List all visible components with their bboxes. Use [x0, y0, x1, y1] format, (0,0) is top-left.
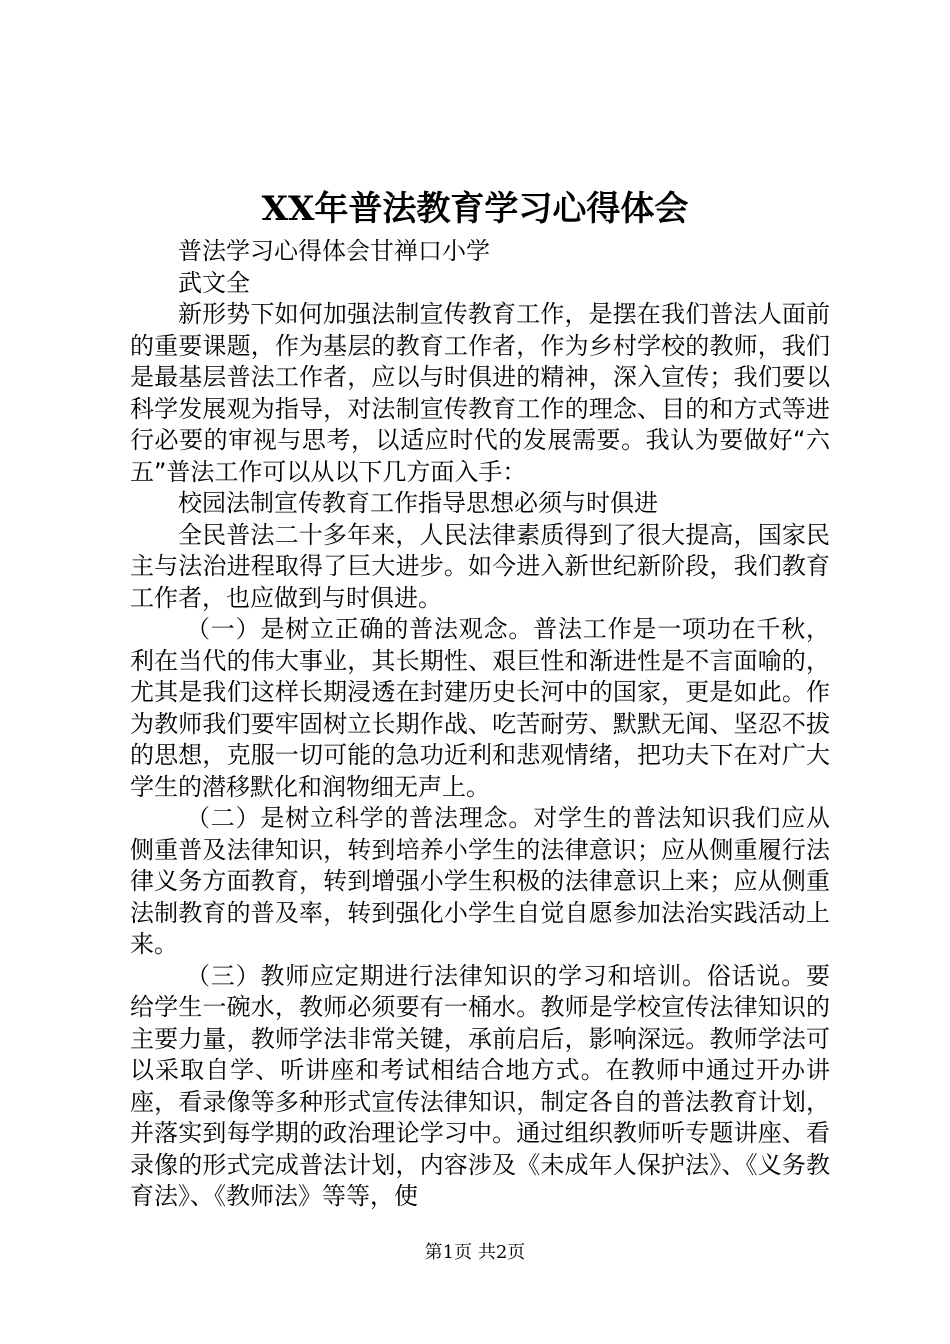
paragraph-point-three: （三）教师应定期进行法律知识的学习和培训。俗话说。要给学生一碗水，教师必须要有一桶水。教师是学校宣传法律知识的主要力量，教师学法非常关键，承前启后，影响深远。教师学法可以采取自学、听讲座和考试相结合地方式。在教师中通过开办讲座，看录像等多种形式宣传法律知识，制定各自的普法教育计划，并落实到每学期的政治理论学习中。通过组织教师听专题讲座、看录像的形式完成普法计划，内容涉及《未成年人保护法》、《义务教育法》、《教师法》等等，使 [130, 961, 830, 1210]
page-number-footer: 第1页 共2页 [424, 1242, 526, 1263]
paragraph-author: 武文全 [178, 268, 250, 297]
paragraph-overview: 全民普法二十多年来，人民法律素质得到了很大提高，国家民主与法治进程取得了巨大进步。如今进入新世纪新阶段，我们教育工作者，也应做到与时俱进。 [130, 520, 830, 612]
paragraph-subtitle: 普法学习心得体会甘禅口小学 [178, 237, 490, 265]
document-title: XX年普法教育学习心得体会 [261, 189, 689, 229]
paragraph-heading: 校园法制宣传教育工作指导思想必须与时俱进 [178, 489, 658, 517]
document-body [130, 236, 830, 1213]
paragraph-point-one: （一）是树立正确的普法观念。普法工作是一项功在千秋，利在当代的伟大事业，其长期性、艰巨性和渐进性是不言面喻的，尤其是我们这样长期浸透在封建历史长河中的国家，更是如此。作为教师我们要牢固树立长期作战、吃苦耐劳、默默无闻、坚忍不拔的思想，克服一切可能的急功近利和悲观情绪，把功夫下在对广大学生的潜移默化和润物细无声上。 [130, 615, 830, 801]
paragraph-point-two: （二）是树立科学的普法理念。对学生的普法知识我们应从侧重普及法律知识，转到培养小学生的法律意识；应从侧重履行法律义务方面教育，转到增强小学生积极的法律意识上来；应从侧重法制教育的普及率，转到强化小学生自觉自愿参加法治实践活动上来。 [130, 804, 830, 958]
paragraph-intro: 新形势下如何加强法制宣传教育工作，是摆在我们普法人面前的重要课题，作为基层的教育工作者，作为乡村学校的教师，我们是最基层普法工作者，应以与时俱进的精神，深入宣传；我们要以科学发展观为指导，对法制宣传教育工作的理念、目的和方式等进行必要的审视与思考，以适应时代的发展需要。我认为要做好“六五”普法工作可以从以下几方面入手： [130, 300, 830, 486]
